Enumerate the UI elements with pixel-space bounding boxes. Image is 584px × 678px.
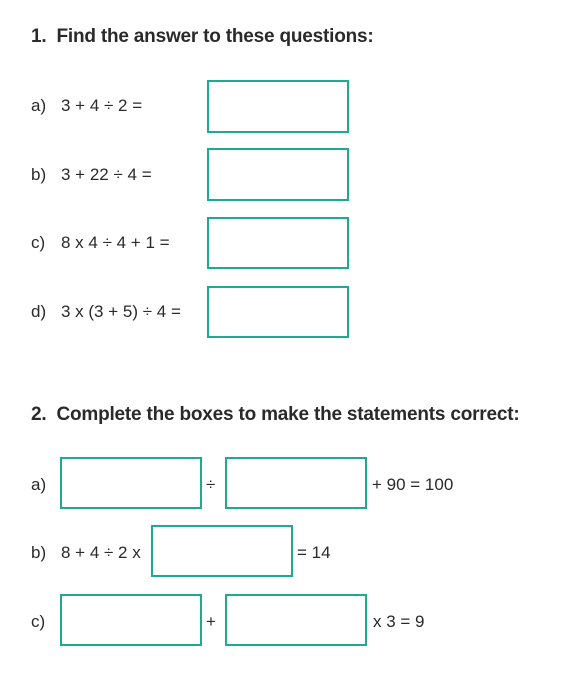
section-2-title: Complete the boxes to make the statements correct: — [56, 404, 520, 425]
answer-box-2a-second[interactable] — [225, 457, 367, 509]
question-1d-expression: 3 x (3 + 5) ÷ 4 = — [61, 302, 181, 321]
question-1a-expression: 3 + 4 ÷ 2 = — [61, 96, 143, 115]
question-2a-label: a) — [31, 475, 47, 494]
answer-box-1d[interactable] — [207, 286, 349, 338]
section-2-number: 2. — [31, 404, 47, 425]
question-2b-suffix: = 14 — [297, 543, 331, 562]
question-1b-label: b) — [31, 165, 47, 184]
question-2a-suffix: + 90 = 100 — [372, 475, 454, 494]
question-1c-label: c) — [31, 233, 46, 252]
section-1-number: 1. — [31, 26, 47, 47]
question-2b-prefix: 8 + 4 ÷ 2 x — [61, 543, 141, 562]
question-2b-label: b) — [31, 543, 47, 562]
question-2c-suffix: x 3 = 9 — [373, 612, 425, 631]
question-1a-label: a) — [31, 96, 47, 115]
answer-box-1c[interactable] — [207, 217, 349, 269]
section-1-heading — [31, 26, 374, 48]
question-1c-expression: 8 x 4 ÷ 4 + 1 = — [61, 233, 170, 252]
section-2-heading — [31, 404, 519, 426]
section-1-title: Find the answer to these questions: — [56, 26, 374, 47]
question-2a-operator: ÷ — [206, 475, 216, 494]
question-2c-operator: + — [206, 612, 216, 631]
question-1b-expression: 3 + 22 ÷ 4 = — [61, 165, 152, 184]
answer-box-2c-first[interactable] — [60, 594, 202, 646]
answer-box-2a-first[interactable] — [60, 457, 202, 509]
answer-box-1a[interactable] — [207, 80, 349, 133]
answer-box-2c-second[interactable] — [225, 594, 367, 646]
question-1d-label: d) — [31, 302, 47, 321]
answer-box-1b[interactable] — [207, 148, 349, 201]
answer-box-2b[interactable] — [151, 525, 293, 577]
question-2c-label: c) — [31, 612, 46, 631]
